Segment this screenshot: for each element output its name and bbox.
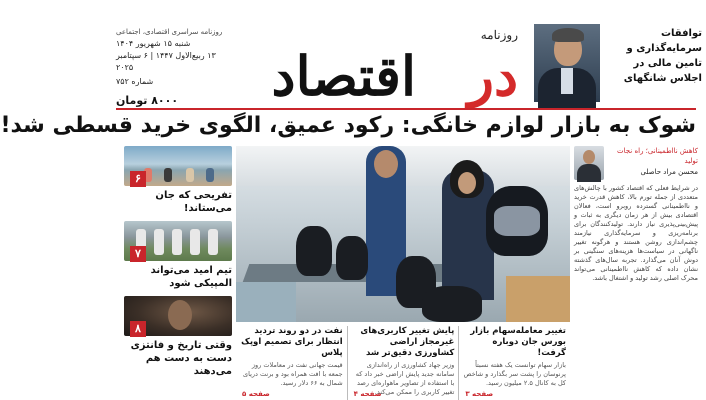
logo-red-text: در (467, 44, 518, 108)
football-team-thumbnail (124, 221, 232, 261)
story-oil[interactable] (236, 326, 347, 400)
story-title: نفت در دو روند تردید انتظار برای تصمیم اوپک پلاس (241, 326, 343, 358)
story-agriculture[interactable] (347, 326, 459, 400)
logo-black-text: اقتصاد (271, 44, 416, 108)
column-body: در شرایط فعلی که اقتصاد کشور با چالش‌های متعددی از جمله تورم بالا، کاهش قدرت خرید و نااطمینانی گسترده روبرو است، فعالان اقتصادی بیش از هر زمان دیگری به ثبات و پیش‌بینی‌پذیری نیاز دارند. تولیدکنندگان برای برنامه‌ریزی و سرمایه‌گذاری نیازمند چشم‌اندازی روشن هستند و هرگونه تغییر ناگهانی در سیاست‌ها هزینه‌های سنگینی بر دوش آنان می‌گذارد. تجربه سال‌های گذشته نشان داده که کاهش نااطمینانی می‌تواند محرک اصلی رشد تولید و اشتغال باشد. (574, 184, 698, 282)
historical-figure-thumbnail (124, 296, 232, 336)
story-page-ref: صفحه ۵ (241, 390, 270, 398)
masthead-divider (116, 108, 696, 110)
thumb-caption: تیم امید می‌تواند المپیکی شود (150, 265, 232, 289)
thumb-caption: تفریحی که جان می‌ستاند! (155, 190, 232, 214)
issue-meta (116, 26, 234, 107)
main-factory-photo[interactable] (236, 146, 570, 322)
opinion-column (574, 146, 698, 396)
thumb-item-beach[interactable] (124, 146, 232, 217)
thumb-item-history[interactable] (124, 296, 232, 380)
story-text: قیمت جهانی نفت در معاملات روز جمعه با افت همراه بود و برنت دریای شمال به ۶۶ دلار رسید. (243, 361, 343, 387)
masthead (106, 0, 706, 108)
page-number-badge: ۷ (130, 246, 146, 262)
column-header (574, 146, 698, 180)
thumb-caption: وقتی تاریخ و فانتزی دست به دست هم می‌دهند (130, 340, 232, 377)
story-title: تغییر معامله‌سهام بازار بورس جان دوباره گرفت! (470, 326, 566, 358)
author-avatar (574, 146, 604, 180)
left-thumbnails (124, 146, 232, 400)
thumb-item-football[interactable] (124, 221, 232, 292)
issue-number: شماره ۷۵۲ (116, 77, 154, 86)
story-title: پایش تغییر کاربری‌های غیرمجاز اراضی کشاورزی دقیق‌تر شد (360, 326, 455, 358)
story-text: وزیر جهاد کشاورزی از راه‌اندازی سامانه جدید پایش اراضی خبر داد که با استفاده از تصاویر ماهواره‌ای رصد تغییر کاربری را ممکن می‌کند. (355, 361, 455, 396)
story-page-ref: صفحه ۴ (353, 390, 382, 398)
date-persian: شنبه ۱۵ شهریور ۱۴۰۴ (116, 39, 191, 48)
top-lead-headline[interactable]: توافقات سرمایه‌گذاری و تامین مالی در اجلاس شانگهای (623, 28, 702, 84)
page-number-badge: ۶ (130, 171, 146, 187)
story-stock-market[interactable] (458, 326, 570, 400)
beach-thumbnail (124, 146, 232, 186)
bottom-stories (236, 326, 570, 400)
story-page-ref: صفحه ۳ (465, 390, 494, 398)
price: ۸۰۰۰ تومان (116, 94, 179, 107)
date-other: ۱۳ ربیع‌الاول ۱۴۴۷ | ۶ سپتامبر ۲۰۲۵ (116, 51, 216, 72)
main-headline[interactable]: شوک به بازار لوازم خانگی: رکود عمیق، الگوی خرید قسطی شد! (0, 113, 696, 138)
tagline: روزنامه سراسری اقتصادی، اجتماعی (116, 28, 223, 36)
story-text: بازار سهام توانست یک هفته نسبتاً پرنوسان را پشت سر بگذارد و شاخص کل به کانال ۲.۵ میلیون رسید. (463, 361, 566, 387)
page-number-badge: ۸ (130, 321, 146, 337)
column-author: محسن مراد حاصلی (640, 168, 698, 176)
newspaper-logo (224, 28, 524, 108)
logo-small-text: روزنامه (480, 28, 518, 42)
lead-portrait-photo[interactable] (534, 24, 600, 102)
column-title[interactable]: کاهش نااطمینانی؛ راه نجات تولید (617, 147, 698, 165)
